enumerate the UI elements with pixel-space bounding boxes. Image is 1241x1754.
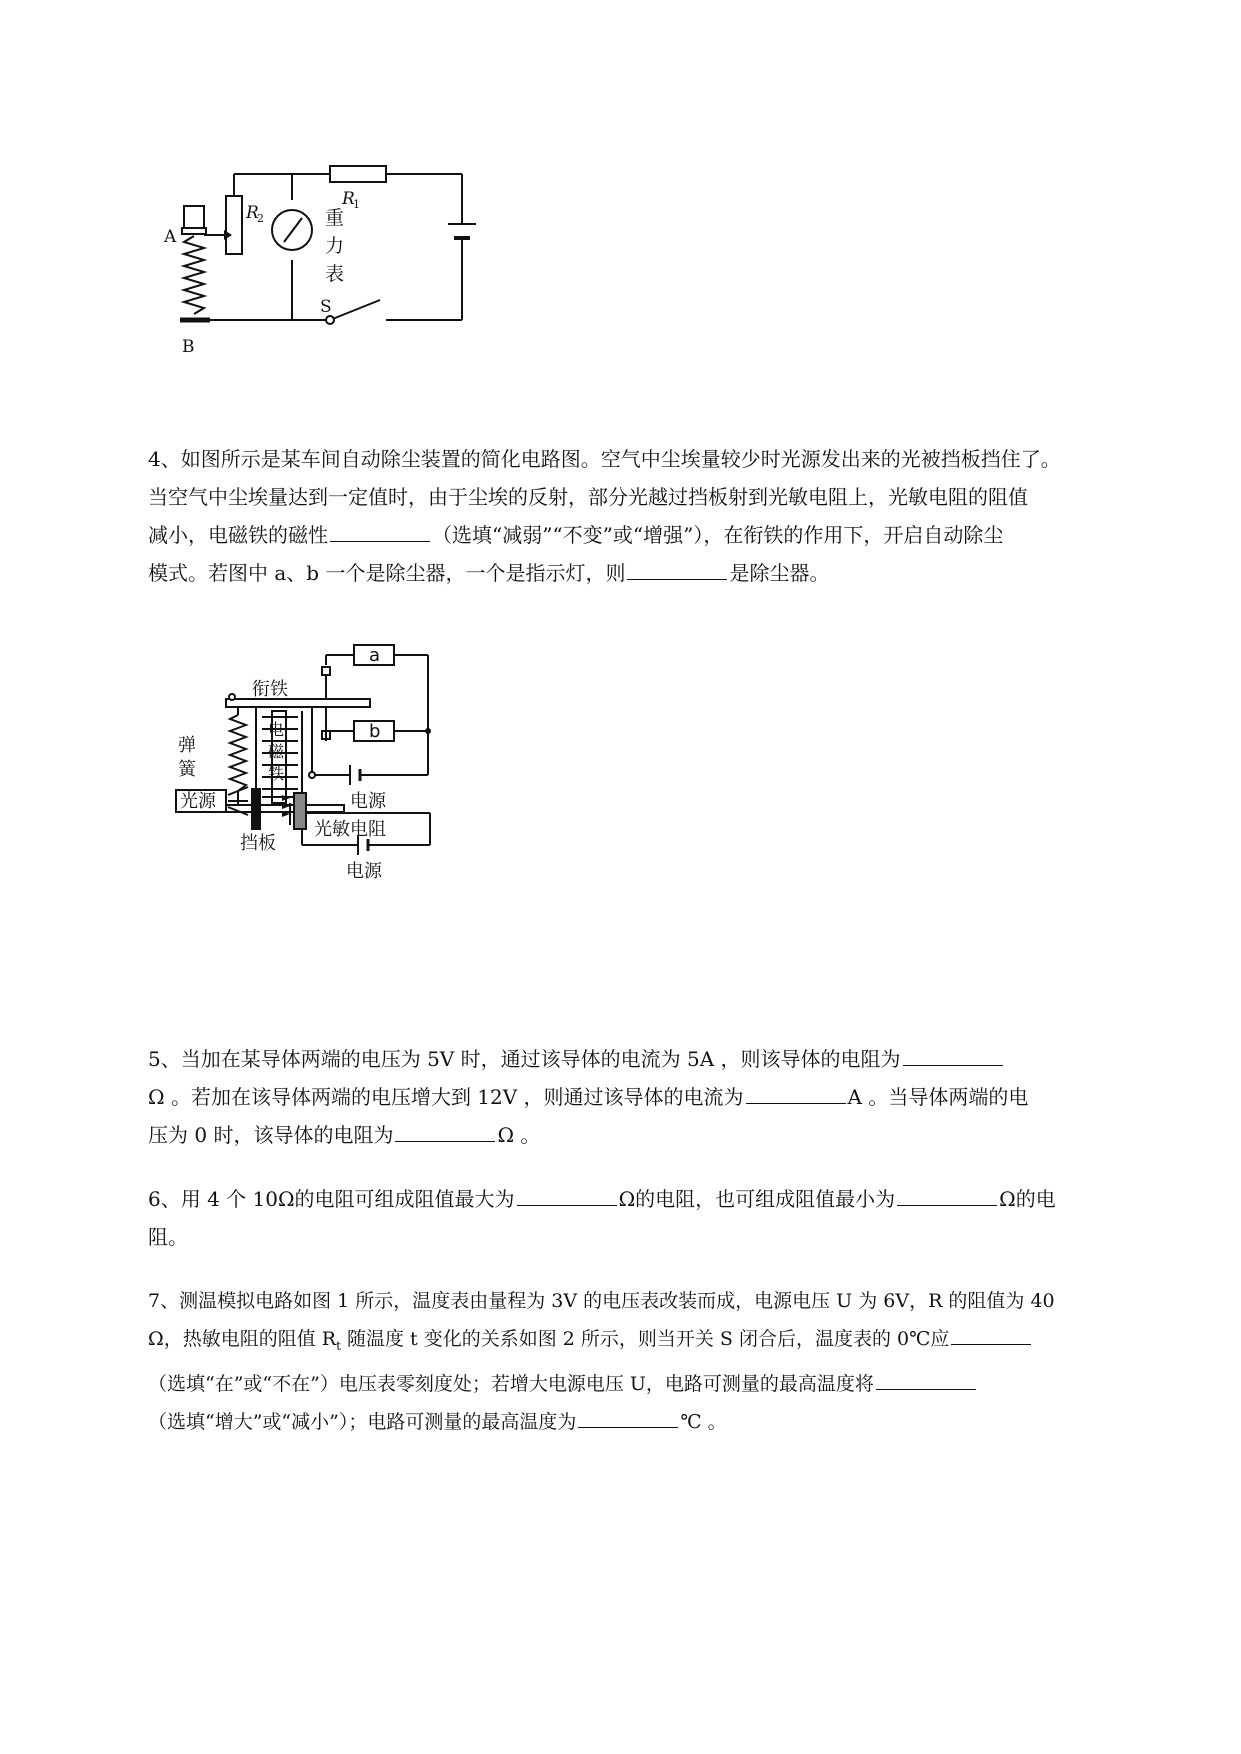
meter-label-3: 表	[325, 263, 345, 285]
spring-label-2: 簧	[178, 759, 196, 780]
q4-line-4-text: 模式。若图中 a、b 一个是除尘器，一个是指示灯，则	[148, 561, 626, 585]
point-a-label: A	[164, 227, 177, 247]
q7-line-4-text-b: ℃ 。	[680, 1410, 727, 1433]
q5-line-3-text-b: Ω 。	[497, 1123, 541, 1147]
q7-answer-blank-3[interactable]	[578, 1405, 678, 1428]
meter-label-2: 力	[325, 235, 345, 257]
spring-label-1: 弹	[178, 735, 196, 756]
q4-line-4-text-b: 是除尘器。	[729, 561, 830, 585]
q4-line-3-text-b: （选填“减弱”“不变”或“增强”），在衔铁的作用下，开启自动除尘	[432, 523, 1004, 547]
q7-answer-blank-2[interactable]	[876, 1367, 976, 1390]
question-6	[148, 1180, 1160, 1256]
q5-line-1	[148, 1040, 1160, 1078]
q7-answer-blank-1[interactable]	[951, 1322, 1031, 1345]
q7-rt-subscript: t	[336, 1338, 341, 1353]
q6-line-1-text: 6、用 4 个 10Ω的电阻可组成阻值最大为	[148, 1187, 515, 1211]
q6-line-1-text-b: Ω的电阻，也可组成阻值最小为	[618, 1187, 896, 1211]
q6-line-2: 阻。	[148, 1225, 188, 1249]
q4-line-4	[148, 554, 1160, 592]
q5-line-2	[148, 1078, 1160, 1116]
question-4	[148, 440, 1160, 592]
q7-line-1: 7、测温模拟电路如图 1 所示，温度表由量程为 3V 的电压表改装而成，电源电压 U 为 6V，R 的阻值为 40	[148, 1290, 1055, 1312]
q5-line-2-text: Ω 。若加在该导体两端的电压增大到 12V ，则通过该导体的电流为	[148, 1085, 744, 1109]
q7-line-4	[148, 1403, 1160, 1441]
dust-removal-circuit-diagram	[178, 645, 510, 985]
power-2-label: 电源	[346, 861, 382, 882]
power-1-label: 电源	[350, 791, 386, 812]
r2-subscript: 2	[257, 212, 264, 225]
question-5	[148, 1040, 1160, 1154]
q5-line-3-text: 压为 0 时，该导体的电阻为	[148, 1123, 394, 1147]
box-b-label: b	[369, 721, 381, 742]
gravity-meter-circuit-diagram	[164, 160, 520, 400]
box-a-label: a	[369, 645, 381, 666]
armature-label: 衔铁	[252, 679, 288, 700]
q5-line-2-text-b: A 。当导体两端的电	[847, 1085, 1029, 1109]
light-source-label: 光源	[180, 791, 216, 812]
q4-line-2: 当空气中尘埃量达到一定值时，由于尘埃的反射，部分光越过挡板射到光敏电阻上，光敏电阻的阻值	[148, 485, 1028, 509]
q7-line-2	[148, 1320, 1160, 1365]
magnet-label-2: 磁	[268, 742, 285, 761]
q4-answer-blank-2[interactable]	[627, 557, 727, 580]
q4-line-1: 4、如图所示是某车间自动除尘装置的简化电路图。空气中尘埃量较少时光源发出来的光被挡板挡住了。	[148, 447, 1061, 471]
q6-line-1-text-c: Ω的电	[999, 1187, 1056, 1211]
q5-answer-blank-3[interactable]	[395, 1119, 495, 1142]
q7-line-3-text: （选填“在”或“不在”）电压表零刻度处；若增大电源电压 U，电路可测量的最高温度将	[148, 1372, 874, 1395]
q7-line-3	[148, 1365, 1160, 1403]
q6-line-1	[148, 1180, 1160, 1218]
q7-line-2-text: Ω，热敏电阻的阻值 R	[148, 1328, 337, 1350]
meter-label-1: 重	[325, 207, 345, 229]
point-b-label: B	[182, 337, 195, 357]
q6-answer-blank-2[interactable]	[897, 1183, 997, 1206]
photoresistor-label: 光敏电阻	[314, 819, 386, 840]
r1-label: R	[342, 189, 355, 209]
magnet-label-1: 电	[268, 720, 285, 739]
r1-subscript: 1	[353, 198, 360, 211]
baffle-label: 挡板	[240, 833, 276, 854]
q5-line-1-text: 5、当加在某导体两端的电压为 5V 时，通过该导体的电流为 5A ，则该导体的电阻为	[148, 1047, 901, 1071]
r2-label: R	[246, 203, 259, 223]
question-7	[148, 1282, 1160, 1441]
q7-line-4-text: （选填“增大”或“减小”）；电路可测量的最高温度为	[148, 1410, 577, 1433]
switch-s-label: S	[320, 297, 332, 317]
q4-line-3-text: 减小，电磁铁的磁性	[148, 523, 328, 547]
q5-answer-blank-1[interactable]	[903, 1043, 1003, 1066]
q4-line-3	[148, 516, 1160, 554]
q6-answer-blank-1[interactable]	[517, 1183, 617, 1206]
q7-line-2-text-b: 随温度 t 变化的关系如图 2 所示，则当开关 S 闭合后，温度表的 0℃应	[340, 1328, 950, 1350]
magnet-label-3: 铁	[268, 764, 285, 783]
q5-line-3	[148, 1116, 1160, 1154]
q5-answer-blank-2[interactable]	[746, 1081, 846, 1104]
q4-answer-blank-1[interactable]	[330, 519, 430, 542]
